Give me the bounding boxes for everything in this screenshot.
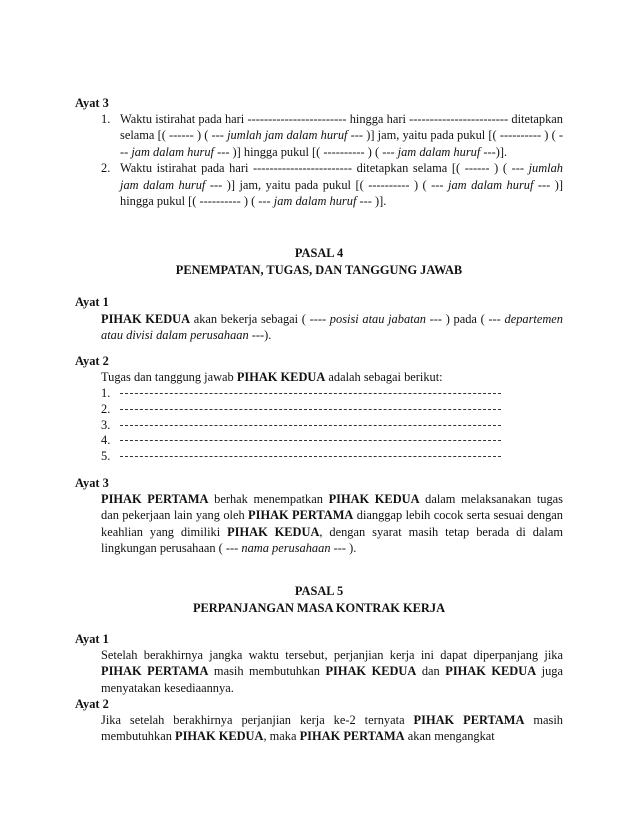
blank-line bbox=[120, 401, 501, 410]
ayat-paragraph: PIHAK KEDUA akan bekerja sebagai ( ---- posisi atau jabatan --- ) pada ( --- departemen atau divisi dalam perusahaan ---). bbox=[101, 312, 563, 343]
pasal-number: PASAL 5 bbox=[294, 584, 344, 598]
ayat-paragraph: Tugas dan tanggung jawab PIHAK KEDUA adalah sebagai berikut: bbox=[101, 370, 443, 384]
ayat-paragraph: Jika setelah berakhirnya perjanjian kerja ke-2 ternyata PIHAK PERTAMA masih membutuhkan PIHAK KEDUA, maka PIHAK PERTAMA akan mengangkat bbox=[101, 713, 563, 744]
item-number: 2. bbox=[101, 401, 111, 416]
list-item bbox=[101, 432, 501, 448]
item-number: 2. bbox=[101, 161, 111, 176]
ayat-label: Ayat 1 bbox=[75, 632, 109, 646]
blank-line bbox=[120, 385, 501, 394]
pasal-title: PENEMPATAN, TUGAS, DAN TANGGUNG JAWAB bbox=[175, 263, 463, 277]
list-item: 1. Waktu istirahat pada hari ------------------------ hingga hari ------------------------ ditetapkan selama [( ------ ) ( --- jumlah jam dalam huruf --- )] jam, yaitu pada pukul [( ---------- ) ( --- jam dalam huruf --- )] hingga pukul [( ---------- ) ( --- jam dalam huruf ---)]. bbox=[101, 112, 563, 159]
blank-line bbox=[120, 448, 501, 457]
ayat-label: Ayat 2 bbox=[75, 354, 109, 368]
item-number: 1. bbox=[101, 386, 111, 400]
list-item bbox=[101, 401, 501, 417]
ayat-label: Ayat 1 bbox=[75, 295, 109, 309]
list-item bbox=[101, 448, 501, 464]
blank-line bbox=[120, 417, 501, 426]
item-number: 5. bbox=[101, 449, 111, 464]
list-item bbox=[101, 385, 501, 401]
item-number: 4. bbox=[101, 433, 111, 448]
item-number: 1. bbox=[101, 112, 111, 126]
pasal-title: PERPANJANGAN MASA KONTRAK KERJA bbox=[192, 601, 446, 615]
list-item bbox=[101, 417, 501, 433]
ayat-paragraph: PIHAK PERTAMA berhak menempatkan PIHAK KEDUA dalam melaksanakan tugas dan pekerjaan lain yang oleh PIHAK PERTAMA dianggap lebih cocok serta sesuai dengan keahlian yang dimiliki PIHAK KEDUA, dengan syarat masih tetap berada di dalam lingkungan perusahaan ( --- nama perusahaan --- ). bbox=[101, 492, 563, 556]
blank-line bbox=[120, 432, 501, 441]
rest-hours-list bbox=[101, 111, 563, 209]
ayat-label: Ayat 3 bbox=[75, 476, 109, 490]
ayat-label: Ayat 3 bbox=[75, 96, 109, 110]
task-list bbox=[101, 385, 501, 464]
ayat-paragraph: Setelah berakhirnya jangka waktu tersebut, perjanjian kerja ini dapat diperpanjang jika PIHAK PERTAMA masih membutuhkan PIHAK KEDUA dan PIHAK KEDUA juga menyatakan kesediaannya. bbox=[101, 648, 564, 695]
item-number: 3. bbox=[101, 417, 111, 432]
ayat-label: Ayat 2 bbox=[75, 697, 109, 711]
list-item: 2. Waktu istirahat pada hari ------------------------ ditetapkan selama [( ------ ) ( --- jumlah jam dalam huruf --- )] jam, yaitu pada pukul [( ---------- ) ( --- jam dalam huruf --- )] hingga pukul [( ---------- ) ( --- jam dalam huruf --- )]. bbox=[101, 161, 564, 209]
pasal-number: PASAL 4 bbox=[294, 246, 344, 260]
